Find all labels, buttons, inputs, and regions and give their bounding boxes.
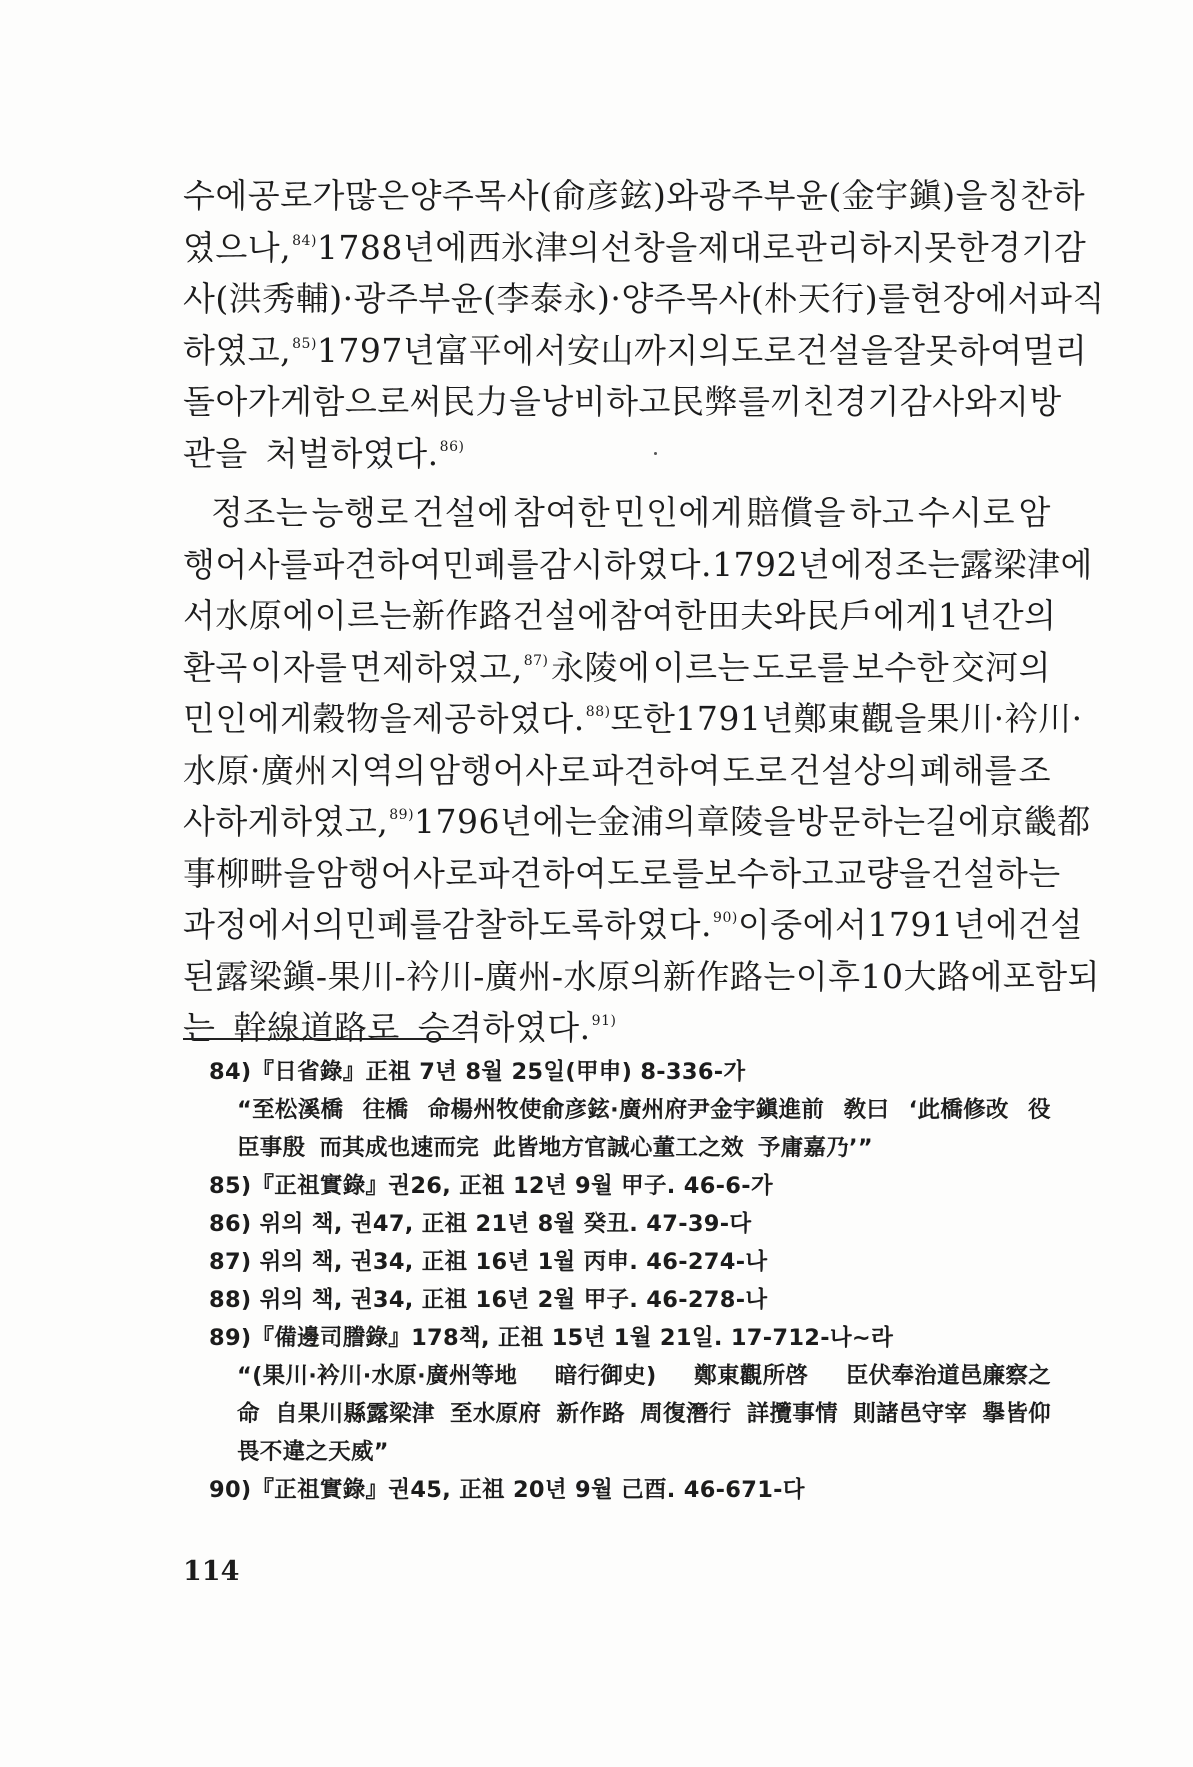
word: 중에서: [770, 905, 868, 944]
footnote-ref: 86): [439, 438, 465, 455]
word: 이자를: [250, 647, 348, 687]
word: 幹線道路로: [233, 1008, 400, 1047]
word: 못한: [924, 227, 990, 267]
word: 民力을: [442, 382, 542, 421]
footnote-ref: 89): [389, 807, 415, 823]
word: 安山까지의: [567, 330, 732, 370]
word: 서: [183, 596, 216, 635]
footnote-ref: 85): [292, 335, 317, 352]
text-line: [183, 693, 1083, 745]
word: 면제하였고,$^{87)}$: [349, 647, 549, 687]
quote-word: 而其成也速而完: [319, 1135, 480, 1161]
word: 참여한: [512, 493, 611, 532]
footnote: 84)『日省錄』正祖 7년 8월 25일(甲申) 8-336-가: [209, 1059, 746, 1085]
word: 민폐를: [442, 544, 540, 584]
page-number: 114: [183, 1556, 240, 1587]
word: 도로: [722, 750, 788, 790]
word: 또한: [610, 699, 676, 738]
text-line: [183, 642, 1051, 694]
text-line: [183, 222, 1087, 274]
word: 하였고,$^{85)}$: [183, 330, 317, 370]
footnote-quote: [209, 1129, 1051, 1167]
word: 경기감: [989, 227, 1087, 267]
word: 하였고,$^{89)}$: [280, 802, 415, 841]
word: 낭비하고: [541, 382, 671, 421]
word: 지방: [996, 382, 1062, 421]
word: 1796년에는: [414, 802, 598, 841]
text-line: [183, 376, 1062, 428]
word: 民弊를: [670, 382, 771, 421]
quote-word: ‘此橋修改: [908, 1097, 1009, 1123]
word: 하고: [849, 493, 915, 532]
footnote-ref: 88): [585, 704, 611, 720]
word: 는: [183, 1008, 216, 1047]
text-line: [183, 539, 1093, 591]
quote-word: 命楊州牧使俞彦鉉·廣州府尹金宇鎭進前: [427, 1097, 825, 1123]
footnote-quote: [209, 1433, 1051, 1471]
word: 章陵을: [696, 802, 796, 841]
word: 사하게: [183, 802, 281, 841]
word: 끼친: [770, 382, 836, 421]
word: 광주부윤(金宇鎭)을: [698, 176, 988, 215]
word: 지역의: [329, 750, 427, 790]
word: 民戶에게: [806, 596, 938, 635]
quote-word: 此皆地方官誠心董工之效: [493, 1135, 744, 1161]
word: 賠償을: [746, 493, 847, 532]
word: 였으나,$^{84)}$: [183, 227, 317, 267]
word: 함으로써: [312, 382, 443, 421]
word: 환곡: [183, 647, 248, 687]
word: 사(洪秀輔)·광주부윤(李泰永)·양주목사(朴天行)를: [183, 279, 911, 318]
footnote-ref: 91): [591, 1013, 617, 1029]
quote-word: 畏不違之天威”: [237, 1439, 389, 1465]
word: 도로를: [607, 853, 705, 893]
quote-word: 暗行御史): [554, 1363, 657, 1389]
word: 잘못하여: [893, 330, 1023, 370]
word: 민폐를: [344, 905, 443, 944]
word: 露梁鎭-果川-衿川-廣州-水原의: [215, 956, 663, 996]
word: 칭찬하: [987, 176, 1086, 215]
word: 민인에게: [613, 493, 744, 532]
word: 암: [1018, 493, 1051, 532]
word: 파직: [1040, 279, 1105, 318]
word: 永陵에: [550, 647, 651, 687]
word: 果川·衿川·: [926, 699, 1083, 738]
quote-word: 臣事殷: [237, 1135, 306, 1161]
word: 멀리: [1022, 330, 1088, 370]
word: 감시하였다.: [539, 544, 713, 584]
footnote-quote: [209, 1357, 1051, 1395]
word: 田夫와: [706, 596, 807, 635]
word: 암행어사로: [428, 750, 591, 790]
word: 경기감사와: [835, 382, 997, 421]
word: 柳畊을: [216, 853, 316, 893]
word: 이후: [795, 956, 861, 996]
quote-word: 至水原府: [450, 1401, 542, 1427]
word: 건설: [1018, 905, 1083, 944]
word: 西氷津의: [467, 227, 601, 267]
word: 관리하지: [794, 227, 925, 267]
footnote-quote: [209, 1091, 1051, 1129]
word: 과정에서의: [183, 905, 345, 944]
quote-word: 擧皆仰: [982, 1401, 1051, 1427]
word: 양주목사(俞彦鉉)와: [409, 176, 699, 215]
quote-word: 周復潛行: [640, 1401, 732, 1427]
word: 파견하여: [477, 853, 608, 893]
word: 交河의: [951, 647, 1051, 687]
word: 京畿都: [990, 802, 1091, 841]
word: 관을: [183, 433, 248, 473]
footnote: 87) 위의 책, 권34, 正祖 16년 1월 丙申. 46-274-나: [209, 1249, 768, 1275]
word: 방문하는: [795, 802, 926, 841]
footnote: 90)『正祖實錄』권45, 正祖 20년 9월 己酉. 46-671-다: [209, 1477, 805, 1503]
word: 1792년에: [712, 544, 863, 584]
word: 水原·廣州: [183, 750, 328, 790]
word: 공로가: [247, 176, 345, 215]
word: 처벌하였다.$^{86)}$: [265, 433, 465, 473]
word: 鄭東觀을: [793, 699, 927, 738]
text-line: [183, 951, 1101, 1003]
word: 1년간의: [937, 596, 1057, 635]
footnote: 88) 위의 책, 권34, 正祖 16년 2월 甲子. 46-278-나: [209, 1287, 768, 1313]
footnote: 89)『備邊司謄錄』178책, 正祖 15년 1월 21일. 17-712-나~라: [209, 1325, 894, 1351]
word: 현장에서: [910, 279, 1041, 318]
word: 암행어사로: [315, 853, 478, 893]
word: 10大路에: [860, 956, 1003, 996]
text-line: [183, 899, 1083, 951]
word: 水原에: [215, 596, 315, 635]
word: 1791년에: [867, 905, 1019, 944]
quote-word: 役: [1028, 1097, 1051, 1123]
quote-word: “(果川·衿川·水原·廣州等地: [237, 1363, 518, 1389]
text-line: [183, 170, 1086, 222]
word: 포함되: [1002, 956, 1101, 996]
footnote-quote: [209, 1395, 1051, 1433]
word: 된: [183, 956, 216, 996]
word: 건설에: [512, 596, 610, 635]
word: 보수한: [851, 647, 950, 687]
text-line: [183, 848, 1061, 900]
quote-word: 鄭東觀所啓: [694, 1363, 809, 1389]
word: 건설상의: [788, 750, 919, 790]
word: 新作路는: [662, 956, 796, 996]
word: 선창을: [600, 227, 698, 267]
word: 조: [1018, 750, 1051, 790]
word: 제대로: [697, 227, 795, 267]
word: 파견하여: [591, 750, 722, 790]
word: 수시로: [917, 493, 1015, 532]
quote-word: 則諸邑守宰: [853, 1401, 968, 1427]
word: 하였다.$^{90)}$: [603, 905, 738, 944]
word: 수에: [183, 176, 248, 215]
word: 많은: [344, 176, 410, 215]
word: 1797년: [316, 330, 436, 370]
quote-word: 臣伏奉治道邑廉察之: [845, 1363, 1051, 1389]
text-line: [183, 1002, 1051, 1054]
quote-word: 詳攬事情: [746, 1401, 838, 1427]
word: 1791년: [675, 699, 794, 738]
word: 민인에게: [183, 699, 313, 738]
word: 정조는: [862, 544, 960, 584]
word: 이: [737, 905, 771, 944]
word: 파견하여: [312, 544, 443, 584]
text-line: [183, 273, 1105, 325]
footnote: 86) 위의 책, 권47, 正祖 21년 8월 癸丑. 47-39-다: [209, 1211, 752, 1237]
ink-speck: [654, 452, 657, 455]
footnote-ref: 90): [713, 910, 738, 926]
word: 도로를: [752, 647, 850, 687]
word: 1788년에: [316, 227, 468, 267]
text-line: [183, 796, 1091, 848]
word: 新作路: [411, 596, 513, 635]
word: 보수하고: [704, 853, 834, 893]
word: 참여한: [609, 596, 707, 635]
quote-word: 往橋: [362, 1097, 409, 1123]
word: 건설에: [412, 493, 510, 532]
word: 폐해를: [919, 750, 1018, 790]
word: 행어사를: [183, 544, 313, 584]
text-line: [183, 745, 1051, 797]
text-line: [183, 487, 1051, 539]
paragraph-gap: [183, 479, 1051, 487]
text-line: [183, 428, 1051, 480]
word: 능행로: [311, 493, 409, 532]
quote-word: “至松溪橋: [237, 1097, 344, 1123]
word: 제공하였다.$^{88)}$: [411, 699, 611, 738]
word: 이르는: [652, 647, 750, 687]
word: 事: [183, 853, 217, 893]
word: 穀物을: [312, 699, 412, 738]
word: 감찰하도록: [442, 905, 604, 944]
word: 교량을: [833, 853, 932, 893]
word: 승격하였다.$^{91)}$: [417, 1008, 617, 1047]
quote-word: 新作路: [556, 1401, 625, 1427]
word: 길에: [925, 802, 991, 841]
word: 金浦의: [597, 802, 697, 841]
word: 정조는: [211, 493, 309, 532]
footnote-divider: [183, 1038, 465, 1040]
word: 도로: [731, 330, 796, 370]
footnotes: [209, 1053, 1051, 1509]
quote-word: 敎曰: [843, 1097, 890, 1123]
footnote: 85)『正祖實錄』권26, 正祖 12년 9월 甲子. 46-6-가: [209, 1173, 773, 1199]
word: 露梁津에: [959, 544, 1093, 584]
footnote-ref: 87): [523, 652, 549, 669]
quote-word: 命: [237, 1401, 260, 1427]
text-line: [183, 590, 1057, 642]
word: 돌아가게: [183, 382, 313, 421]
word: 이르는: [314, 596, 412, 635]
word: 건설을: [795, 330, 894, 370]
word: 富平에서: [435, 330, 568, 370]
word: 건설하는: [931, 853, 1061, 893]
quote-word: 自果川縣露梁津: [275, 1401, 435, 1427]
body-text: [183, 170, 1105, 1054]
text-line: [183, 325, 1088, 377]
quote-word: 予庸嘉乃’”: [757, 1135, 873, 1161]
footnote-ref: 84): [292, 232, 317, 249]
